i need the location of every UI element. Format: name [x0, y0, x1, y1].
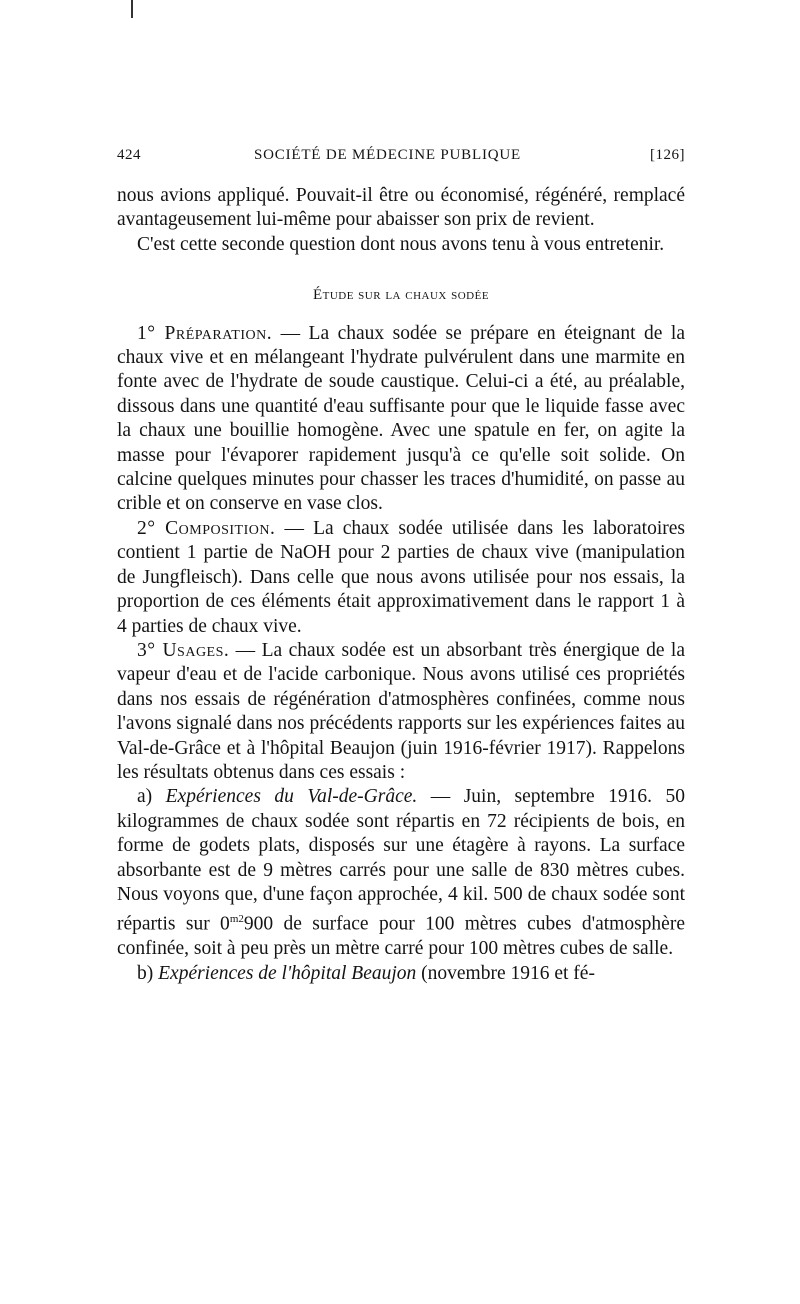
body-text	[117, 184, 685, 986]
paragraph-question: C'est cette seconde question dont nous avons tenu à vous entretenir.	[137, 233, 665, 255]
usages-text: — La chaux sodée est un absorbant très énergique de la vapeur d'eau et de l'acide carbonique. Nous avons utilisé ces propriétés dans nos essais de régénération d'atmosphères confinées, comme nous l'avons signalé dans nos précédents rapports sur les expériences faites au Val-de-Grâce et à l'hôpital Beaujon (juin 1916-février 1917). Rappelons les résultats obtenus dans ces essais :	[117, 639, 685, 783]
experiment-a-title: Expériences du Val-de-Grâce.	[165, 786, 418, 808]
preparation-label: 1° Préparation.	[137, 322, 273, 344]
page-number: 424	[117, 147, 141, 163]
page-header	[117, 147, 685, 171]
paragraph-usages	[117, 639, 685, 785]
usages-label: 3° Usages.	[137, 639, 230, 661]
preparation-text: — La chaux sodée se prépare en éteignant de la chaux vive et en mélangeant l'hydrate pulvérulent dans une marmite en fonte avec de l'hydrate de soude caustique. Celui-ci a été, au préalable, dissous dans une quantité d'eau suffisante pour que le liquide fasse avec la chaux une bouillie homogène. Avec une spatule en fer, on agite la masse pour l'évaporer rapidement jusqu'à ce qu'elle soit solide. On calcine quelques minutes pour chasser les traces d'humidité, on passe au crible et on conserve en vase clos.	[117, 322, 685, 515]
composition-label: 2° Composition.	[137, 517, 276, 539]
page-reference: [126]	[650, 147, 685, 163]
section-heading: Étude sur la chaux sodée	[312, 287, 490, 304]
experiment-a-text: — Juin, septembre 1916. 50 kilogrammes de chaux sodée sont répartis en 72 récipients de bois, en forme de godets plats, disposés sur une étagère à rayons. La surface absorbante est de 9 mètres carrés pour une salle de 830 mètres cubes. Nous voyons que, d'une façon approchée, 4 kil. 500 de chaux sodée sont répartis sur 0	[117, 786, 685, 935]
running-title: SOCIÉTÉ DE MÉDECINE PUBLIQUE	[254, 147, 521, 163]
experiment-a-prefix: a)	[137, 786, 166, 808]
experiment-a-unit: m2	[229, 913, 244, 926]
composition-text: — La chaux sodée utilisée dans les laboratoires contient 1 partie de NaOH pour 2 parties de chaux vive (manipulation de Jungfleisch). Dans celle que nous avons utilisée pour nos essais, la proportion de ces éléments était approximativement dans le rapport 1 à 4 parties de chaux vive.	[117, 517, 685, 637]
experiment-b-title: Expériences de l'hôpital Beaujon	[158, 962, 417, 984]
paragraph-preparation	[117, 322, 685, 517]
paragraph-composition	[117, 517, 685, 639]
experiment-b-text: (novembre 1916 et fé-	[416, 962, 595, 984]
paragraph-continuation: nous avions appliqué. Pouvait-il être ou économisé, régénéré, remplacé avantageusement lui-même pour abaisser son prix de revient.	[117, 185, 685, 231]
paragraph-experiment-a	[117, 785, 685, 961]
paragraph-experiment-b	[117, 962, 685, 986]
experiment-a-text-2: 900 de surface pour 100 mètres cubes d'atmosphère confinée, soit à peu près un mètre carré pour 100 mètres cubes de salle.	[117, 913, 685, 960]
experiment-b-prefix: b)	[137, 962, 159, 984]
margin-mark	[131, 0, 133, 18]
